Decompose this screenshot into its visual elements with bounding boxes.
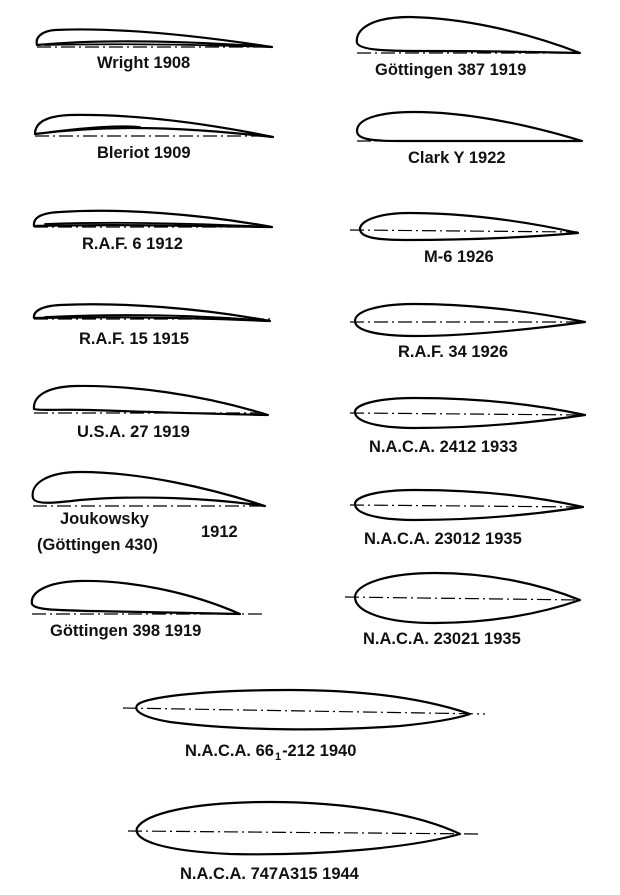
- label-raf34: R.A.F. 34 1926: [398, 343, 509, 361]
- airfoil-gottingen398: [32, 581, 265, 614]
- airfoil-bleriot: [35, 115, 273, 137]
- airfoil-naca66: [123, 690, 485, 729]
- label-usa27: U.S.A. 27 1919: [77, 423, 190, 441]
- airfoil-wright: [37, 29, 272, 47]
- label-naca66-subscript: 1: [274, 751, 282, 763]
- airfoil-raf15: [34, 304, 270, 321]
- label-m6: M-6 1926: [424, 248, 494, 266]
- airfoil-naca23012: [350, 490, 583, 520]
- label-naca23012: N.A.C.A. 23012 1935: [364, 530, 522, 548]
- label-naca2412: N.A.C.A. 2412 1933: [369, 438, 518, 456]
- airfoil-naca2412: [350, 398, 585, 428]
- label-naca747: N.A.C.A. 747A315 1944: [180, 865, 359, 883]
- label-joukowsky-year: 1912: [201, 523, 238, 541]
- label-wright: Wright 1908: [97, 54, 191, 72]
- airfoil-naca23021: [345, 573, 580, 623]
- airfoil-m6: [350, 213, 578, 240]
- label-bleriot: Bleriot 1909: [97, 144, 191, 162]
- label-joukowsky-line1: Joukowsky: [60, 510, 149, 528]
- airfoil-gottingen387: [357, 17, 580, 53]
- label-gottingen398: Göttingen 398 1919: [50, 622, 202, 640]
- airfoil-clarky: [357, 112, 582, 141]
- airfoil-naca747: [128, 802, 482, 854]
- label-naca66: [185, 743, 356, 763]
- label-naca66-suffix: -212 1940: [282, 742, 357, 760]
- label-gottingen387: Göttingen 387 1919: [375, 61, 527, 79]
- label-clarky: Clark Y 1922: [408, 149, 506, 167]
- label-raf6: R.A.F. 6 1912: [82, 235, 183, 253]
- airfoil-raf6: [34, 211, 272, 227]
- airfoil-raf34: [350, 304, 585, 336]
- airfoil-usa27: [34, 386, 268, 415]
- label-joukowsky-line2: (Göttingen 430): [37, 536, 159, 554]
- label-naca66-prefix: N.A.C.A. 66: [185, 742, 274, 760]
- label-naca23021: N.A.C.A. 23021 1935: [363, 630, 521, 648]
- airfoil-joukowsky: [33, 472, 265, 506]
- label-raf15: R.A.F. 15 1915: [79, 330, 190, 348]
